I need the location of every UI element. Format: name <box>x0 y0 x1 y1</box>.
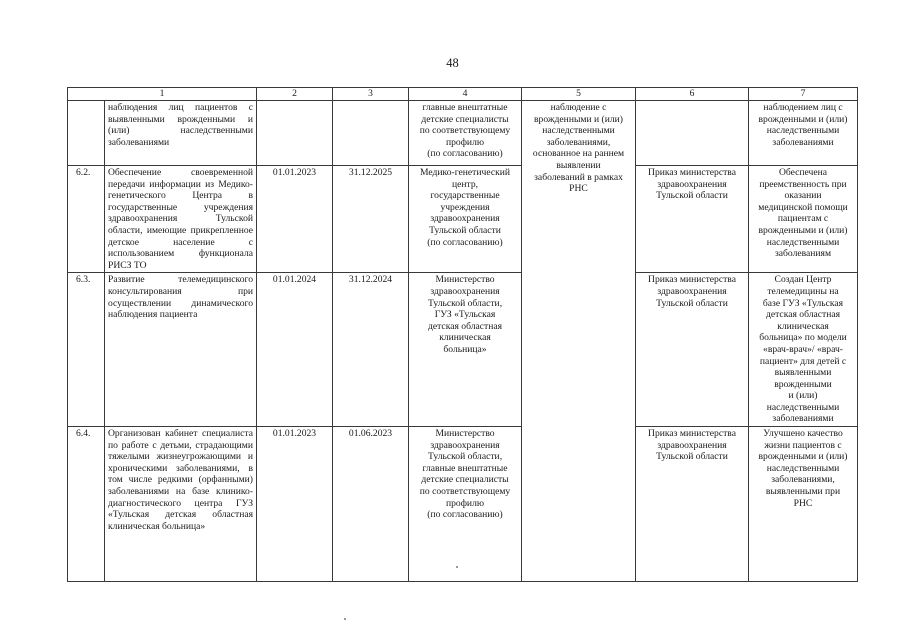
result-cell: Создан Центр телемедицины на базе ГУЗ «Тульская детская областная клиническая больница» по модели «врач-врач»/ «врач- пациент» для детей с выявленными врожденными и (или) наследственными заболеваниями <box>749 273 858 427</box>
activity-cell: наблюдения лиц пациентов с выявленными врожденными и (или) наследственными заболеваниями <box>105 101 257 166</box>
activity-cell: Организован кабинет специалиста по работе с детьми, страдающими тяжелыми жизнеугрожающими и хроническими заболеваниями, в том числе редкими (орфанными) заболеваниями на базе клинико-диагностического центра ГУЗ «Тульская детская областная клиническая больница» <box>105 427 257 582</box>
row-number: 6.2. <box>68 166 105 273</box>
end-date-cell: 31.12.2024 <box>333 273 409 427</box>
end-date-cell: 31.12.2025 <box>333 166 409 273</box>
basis-cell <box>636 101 749 166</box>
start-date-cell: 01.01.2023 <box>257 427 333 582</box>
col-header-1: 1 <box>68 88 257 101</box>
scan-speck <box>456 566 458 568</box>
col5-merged-cell: наблюдение с врожденными и (или) наследственными заболеваниями, основанное на раннем выявлении заболеваний в рамках РНС <box>522 101 636 582</box>
measures-table <box>67 87 858 582</box>
table-row <box>68 273 858 427</box>
executors-cell: Медико-генетический центр, государственные учреждения здравоохранения Тульской области (по согласованию) <box>409 166 522 273</box>
table-row <box>68 101 858 166</box>
col-header-6: 6 <box>636 88 749 101</box>
row-number <box>68 101 105 166</box>
table-row <box>68 427 858 582</box>
start-date-cell: 01.01.2024 <box>257 273 333 427</box>
result-cell: Обеспечена преемственность при оказании медицинской помощи пациентам с врожденными и (или) наследственными заболеваниям <box>749 166 858 273</box>
start-date-cell: 01.01.2023 <box>257 166 333 273</box>
executors-cell: Министерство здравоохранения Тульской области, ГУЗ «Тульская детская областная клиническая больница» <box>409 273 522 427</box>
end-date-cell: 01.06.2023 <box>333 427 409 582</box>
basis-cell: Приказ министерства здравоохранения Тульской области <box>636 273 749 427</box>
end-date-cell <box>333 101 409 166</box>
table-row <box>68 166 858 273</box>
page-number: 48 <box>446 56 459 70</box>
col-header-7: 7 <box>749 88 858 101</box>
basis-cell: Приказ министерства здравоохранения Тульской области <box>636 166 749 273</box>
result-cell: Улучшено качество жизни пациентов с врожденными и (или) наследственными заболеваниями, выявленными при РНС <box>749 427 858 582</box>
executors-cell: Министерство здравоохранения Тульской области, главные внештатные детские специалисты по соответствующему профилю (по согласованию) <box>409 427 522 582</box>
row-number: 6.3. <box>68 273 105 427</box>
header-row <box>68 88 858 101</box>
col-header-3: 3 <box>333 88 409 101</box>
basis-cell: Приказ министерства здравоохранения Тульской области <box>636 427 749 582</box>
start-date-cell <box>257 101 333 166</box>
col-header-5: 5 <box>522 88 636 101</box>
result-cell: наблюдением лиц с врожденными и (или) наследственными заболеваниями <box>749 101 858 166</box>
row-number: 6.4. <box>68 427 105 582</box>
col-header-4: 4 <box>409 88 522 101</box>
col-header-2: 2 <box>257 88 333 101</box>
scan-speck <box>344 618 346 620</box>
executors-cell: главные внештатные детские специалисты по соответствующему профилю (по согласованию) <box>409 101 522 166</box>
activity-cell: Развитие телемедицинского консультирования при осуществлении динамического наблюдения пациента <box>105 273 257 427</box>
activity-cell: Обеспечение своевременной передачи информации из Медико-генетического Центра в государственные учреждения здравоохранения Тульской области, имеющие прикрепленное детское население с использованием функционала РИСЗ ТО <box>105 166 257 273</box>
